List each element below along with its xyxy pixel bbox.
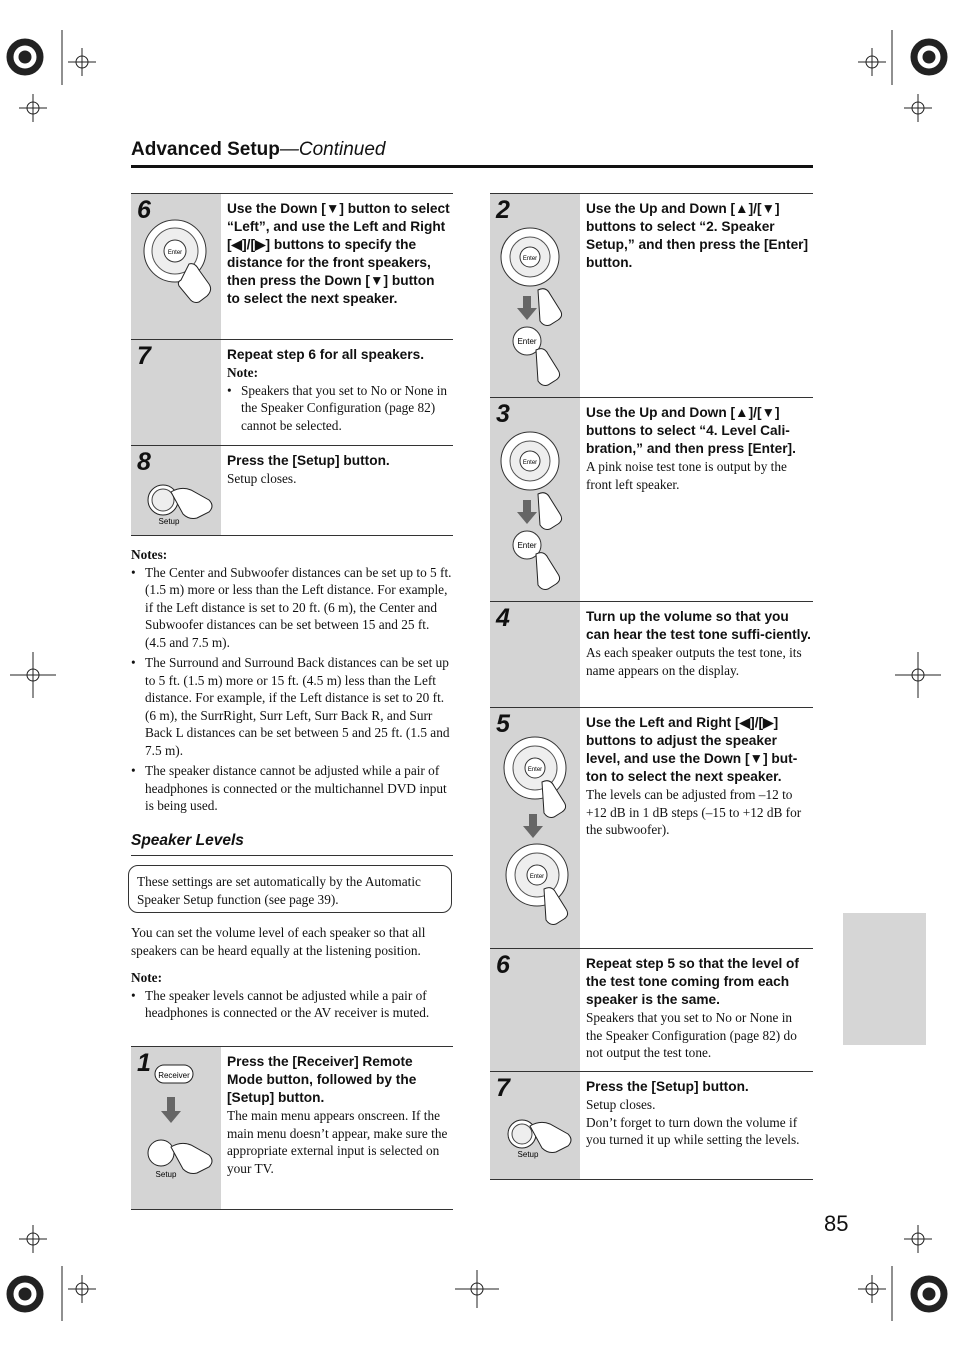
enter-label: Enter [527, 767, 543, 773]
note-item: • The speaker levels cannot be adjusted while a pair of headphones is connected or the AV receiver is muted. [131, 987, 455, 1022]
setup-label: Setup [155, 1170, 177, 1179]
arrow-pad-icon [490, 708, 580, 949]
step-illustration [490, 602, 580, 707]
left-step-8 [131, 445, 453, 536]
note-item: • The speaker distance cannot be adjusted while a pair of headphones is connected or the multichannel DVD input is being used. [131, 762, 453, 815]
step-number: 6 [137, 196, 151, 224]
enter-label: Enter [529, 874, 545, 880]
step-detail: The main menu appears onscreen. If the main menu doesn’t appear, make sure the appropriate external input is selected on your TV. [227, 1108, 448, 1176]
page-number: 85 [824, 1211, 849, 1236]
notes-label: Notes: [131, 547, 168, 562]
header-title: Advanced Setup [131, 139, 280, 160]
enter-label: Enter [522, 256, 538, 262]
step-detail: The levels can be adjusted from –12 to +12 dB in 1 dB steps (–15 to +12 dB for the subwoofer). [586, 787, 802, 837]
enter-label: Enter [517, 337, 537, 346]
arrow-pad-enter-icon [490, 398, 580, 602]
step-detail: A pink noise test tone is output by the front left speaker. [586, 459, 787, 492]
distance-notes [131, 546, 453, 818]
right-step-2 [490, 193, 813, 397]
note-item: • The Center and Subwoofer distances can be set up to 5 ft. (1.5 m) more or less than the Left distance. For example, if the Left distance is set to 20 ft. (6 m), the Center and Subwoofer distances can be set between 15 and 25 ft. (4.5 and 7.5 m). [131, 564, 453, 652]
step-number: 8 [137, 448, 151, 476]
setup-button-icon [131, 446, 221, 537]
right-step-3 [490, 397, 813, 601]
left-step-1 [131, 1046, 453, 1210]
note-label: Note: [227, 365, 259, 380]
header-rule [131, 165, 813, 168]
side-tab [843, 913, 926, 1045]
note-item: • Speakers that you set to No or None in the Speaker Configuration (page 82) cannot be selected. [227, 382, 451, 435]
section-title: Speaker Levels [131, 832, 244, 849]
step-instruction: Use the Up and Down [▲]/[▼] buttons to select “2. Speaker Setup,” and then press the [Enter] button. [586, 201, 809, 270]
step-number: 7 [137, 342, 151, 370]
section-rule [131, 855, 453, 856]
step-instruction: Use the Up and Down [▲]/[▼] buttons to select “4. Level Cali-bration,” and then press [Enter]. [586, 405, 796, 456]
enter-label: Enter [517, 541, 537, 550]
right-step-6 [490, 948, 813, 1071]
step-number: 4 [496, 604, 510, 632]
note-label: Note: [131, 970, 163, 985]
right-step-5 [490, 707, 813, 948]
left-step-7 [131, 339, 453, 445]
step-detail: As each speaker outputs the test tone, its name appears on the display. [586, 645, 802, 678]
step-illustration [131, 194, 221, 339]
step-illustration [490, 949, 580, 1071]
step-instruction: Press the [Setup] button. [227, 453, 390, 468]
step-illustration [490, 708, 580, 948]
step-number: 3 [496, 400, 510, 428]
step-instruction: Repeat step 5 so that the level of the test tone coming from each speaker is the same. [586, 956, 799, 1007]
receiver-label: Receiver [158, 1071, 190, 1080]
step-illustration [131, 340, 221, 445]
svg-text:Enter: Enter [167, 250, 183, 256]
step-illustration [131, 1047, 221, 1209]
intro-text: You can set the volume level of each speaker so that all speakers can be heard equally at the listening position. [131, 925, 426, 958]
receiver-setup-icon [131, 1047, 221, 1211]
step-number: 6 [496, 951, 510, 979]
step-illustration [131, 446, 221, 535]
step-number: 5 [496, 710, 510, 738]
header-continued: —Continued [279, 139, 386, 160]
step-instruction: Use the Left and Right [◀]/[▶] buttons to adjust the speaker level, and use the Down [▼] but-ton to select the next speaker. [586, 715, 798, 784]
step-instruction: Press the [Receiver] Remote Mode button, followed by the [Setup] button. [227, 1054, 417, 1105]
speaker-levels-intro [131, 924, 455, 1025]
step-illustration [490, 398, 580, 601]
setup-button-icon [490, 1072, 580, 1181]
step-illustration [490, 194, 580, 397]
info-box: These settings are set automatically by the Automatic Speaker Setup function (see page 39). [128, 865, 452, 913]
arrow-pad-icon [131, 194, 221, 340]
step-detail: Speakers that you set to No or None in the Speaker Configuration (page 82) do not output the test tone. [586, 1010, 797, 1060]
step-number: 1 [137, 1049, 151, 1077]
step-instruction: Turn up the volume so that you can hear the test tone suffi-ciently. [586, 609, 811, 642]
note-item: • The Surround and Surround Back distances can be set up to 5 ft. (1.5 m) more or 15 ft. (4.5 m) less than the Left distance. For example, if the Left distance is set to 20 ft. (6 m), the SurrRight, Surr Left, Surr Back R, and Surr Back L distances can be set between 5 and 25 ft. (1.5 and 7.5 m). [131, 654, 453, 759]
step-detail-2: Don’t forget to turn down the volume if you turned it up while setting the levels. [586, 1114, 800, 1147]
step-number: 7 [496, 1074, 510, 1102]
step-detail: Setup closes. [227, 471, 297, 486]
setup-label: Setup [158, 517, 180, 526]
right-step-7 [490, 1071, 813, 1180]
enter-label: Enter [522, 460, 538, 466]
left-step-6 [131, 193, 453, 339]
step-detail: Setup closes. [586, 1097, 656, 1112]
step-number: 2 [496, 196, 510, 224]
step-instruction: Repeat step 6 for all speakers. [227, 347, 425, 362]
arrow-pad-enter-icon [490, 194, 580, 398]
step-instruction: Use the Down [▼] button to select “Left”, and use the Left and Right [◀]/[▶] buttons to specify the distance for the front speakers, then press the Down [▼] button to select the next speaker. [227, 201, 450, 306]
step-illustration [490, 1072, 580, 1179]
right-step-4 [490, 601, 813, 707]
setup-label: Setup [517, 1150, 539, 1159]
step-instruction: Press the [Setup] button. [586, 1079, 749, 1094]
page-header [131, 139, 386, 161]
